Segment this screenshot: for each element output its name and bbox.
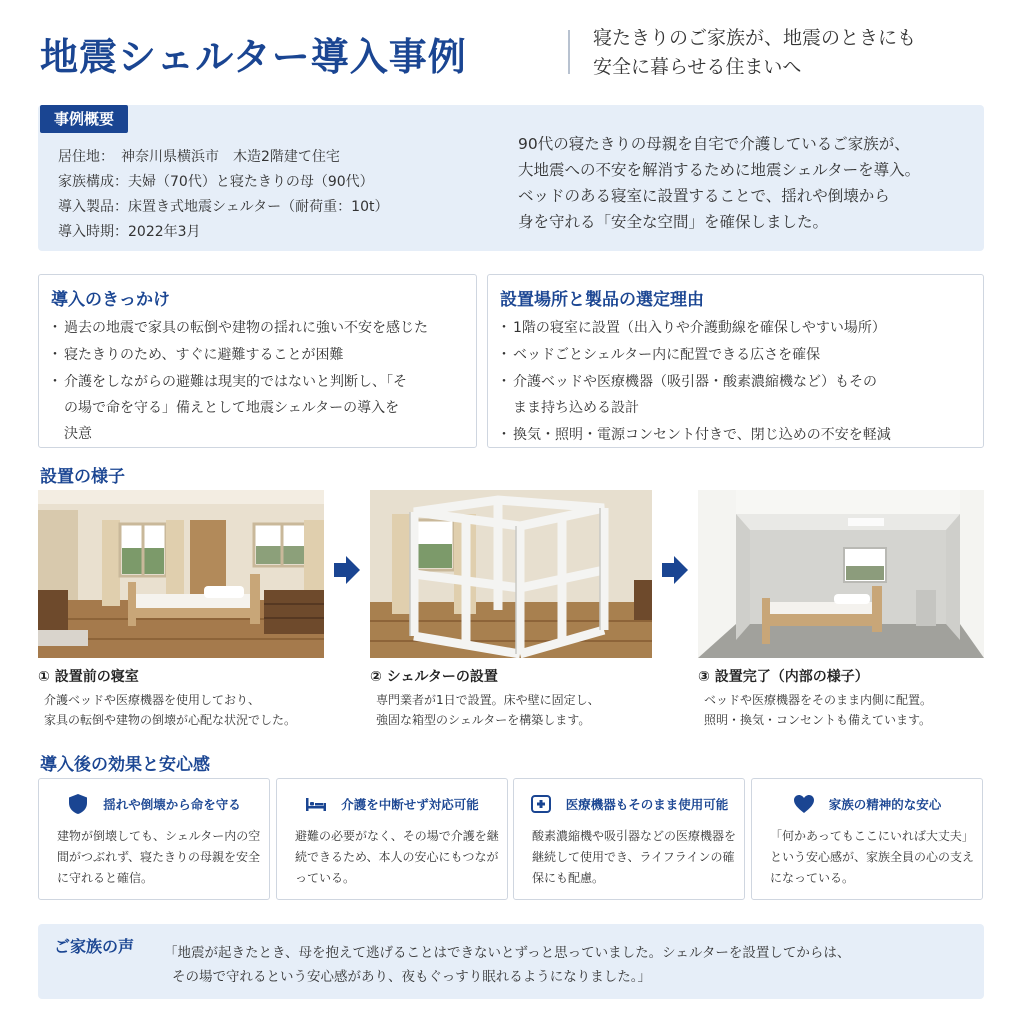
page-subtitle (593, 24, 916, 82)
step-3-line-2: 照明・換気・コンセントも備えています。 (704, 713, 932, 727)
case-overview-panel (38, 105, 984, 251)
step-2-title: ② シェルターの設置 (370, 669, 498, 685)
shelter-interior-photo (698, 490, 984, 658)
selection-item: ・ 介護ベッドや医療機器（吸引器・酸素濃縮機など）もそのまま持ち込める設計 (500, 369, 890, 421)
effect-card-title: 介護を中断せず対応可能 (341, 797, 479, 812)
family-voice-line-2: その場で守れるという安心感があり、夜もぐっすり眠れるようになりました。」 (172, 969, 651, 985)
page-title: 地震シェルター導入事例 (40, 35, 467, 79)
family-voice-line-1: 「地震が起きたとき、母を抱えて逃げることはできないとずっと思っていました。シェルターを設置してからは、 (164, 945, 851, 961)
reasons-box (38, 274, 477, 448)
overview-facts (58, 145, 388, 245)
reason-item: ・ 介護をしながらの避難は現実的ではないと判断し、「その場で命を守る」備えとして地震シェルターの導入を決意 (51, 369, 411, 447)
overview-fact-date: 導入時期：2022年3月 (58, 224, 201, 240)
effect-card-text: 建物が倒壊しても、シェルター内の空間がつぶれず、寝たきりの母親を安全に守れると確信。 (57, 829, 261, 885)
bed-icon (305, 793, 327, 815)
reasons-list (51, 315, 468, 448)
step-3-description (698, 690, 932, 730)
effects-title: 導入後の効果と安心感 (40, 755, 210, 775)
selection-list (500, 315, 975, 449)
effect-card-text: 避難の必要がなく、その場で介護を継続できるため、本人の安心にもつながっている。 (295, 829, 499, 885)
overview-fact-residence: 居住地： 神奈川県横浜市 木造2階建て住宅 (58, 149, 340, 165)
overview-description (518, 131, 968, 235)
step-1-description (38, 690, 296, 730)
shield-icon (67, 793, 89, 815)
selection-item: ・ 1階の寝室に設置（出入りや介護動線を確保しやすい場所） (500, 315, 975, 341)
effect-card-peace-of-mind (751, 778, 983, 900)
header-divider (568, 30, 570, 74)
effect-card-medical (513, 778, 745, 900)
overview-fact-family: 家族構成：夫婦（70代）と寝たきりの母（90代） (58, 174, 374, 190)
shelter-installation-photo (370, 490, 652, 658)
effect-card-title: 揺れや倒壊から命を守る (103, 797, 241, 812)
medical-device-icon (530, 793, 552, 815)
overview-desc-line: 身を守れる「安全な空間」を確保しました。 (518, 213, 829, 231)
effect-card-title: 家族の精神的な安心 (828, 797, 942, 812)
family-voice-title: ご家族の声 (54, 937, 135, 956)
selection-box (487, 274, 984, 448)
overview-tag: 事例概要 (40, 105, 128, 133)
arrow-right-icon (662, 556, 688, 588)
step-2-description (370, 690, 600, 730)
effect-card-protect (38, 778, 270, 900)
effect-card-text: 酸素濃縮機や吸引器などの医療機器を継続して使用でき、ライフラインの確保にも配慮。 (532, 829, 737, 885)
family-voice-panel (38, 924, 984, 999)
installation-title: 設置の様子 (40, 467, 125, 487)
header (40, 22, 990, 82)
effect-card-header (39, 793, 269, 815)
step-1-line-2: 家具の転倒や建物の倒壊が心配な状況でした。 (44, 713, 297, 727)
selection-item: ・ ベッドごとシェルター内に配置できる広さを確保 (500, 342, 975, 368)
step-1-line-1: 介護ベッドや医療機器を使用しており、 (44, 693, 261, 707)
step-2-line-2: 強固な箱型のシェルターを構築します。 (376, 713, 591, 727)
effect-card-title: 医療機器もそのまま使用可能 (565, 797, 729, 812)
overview-desc-line: 大地震への不安を解消するために地震シェルターを導入。 (518, 161, 921, 179)
effect-card-header (277, 793, 507, 815)
step-3-caption (698, 666, 932, 730)
subtitle-line-1: 寝たきりのご家族が、地震のときにも (593, 27, 917, 49)
overview-desc-line: 90代の寝たきりの母親を自宅で介護しているご家族が、 (518, 135, 910, 153)
step-3-line-1: ベッドや医療機器をそのまま内側に配置。 (704, 693, 933, 707)
effect-card-header (752, 793, 982, 815)
effect-card-header (514, 793, 744, 815)
step-2-line-1: 専門業者が1日で設置。床や壁に固定し、 (376, 693, 600, 707)
family-voice-quote (164, 941, 974, 989)
reason-item: ・ 過去の地震で家具の転倒や建物の揺れに強い不安を感じた (51, 315, 468, 341)
bedroom-before-photo (38, 490, 324, 658)
step-1-caption (38, 666, 296, 730)
reasons-title: 導入のきっかけ (51, 290, 170, 310)
arrow-right-icon (334, 556, 360, 588)
step-1-title: ① 設置前の寝室 (38, 669, 139, 685)
effect-card-text: 「何かあってもここにいれば大丈夫」という安心感が、家族全員の心の支えになっている。 (770, 829, 975, 885)
step-2-caption (370, 666, 600, 730)
selection-item: ・ 換気・照明・電源コンセント付きで、閉じ込めの不安を軽減 (500, 422, 975, 448)
reason-item: ・ 寝たきりのため、すぐに避難することが困難 (51, 342, 468, 368)
effect-card-care (276, 778, 508, 900)
selection-title: 設置場所と製品の選定理由 (500, 290, 704, 310)
step-3-title: ③ 設置完了（内部の様子） (698, 669, 869, 685)
subtitle-line-2: 安全に暮らせる住まいへ (593, 56, 802, 78)
overview-fact-product: 導入製品：床置き式地震シェルター（耐荷重：10t） (58, 199, 389, 215)
heart-icon (793, 793, 815, 815)
overview-desc-line: ベッドのある寝室に設置することで、揺れや倒壊から (518, 187, 890, 205)
